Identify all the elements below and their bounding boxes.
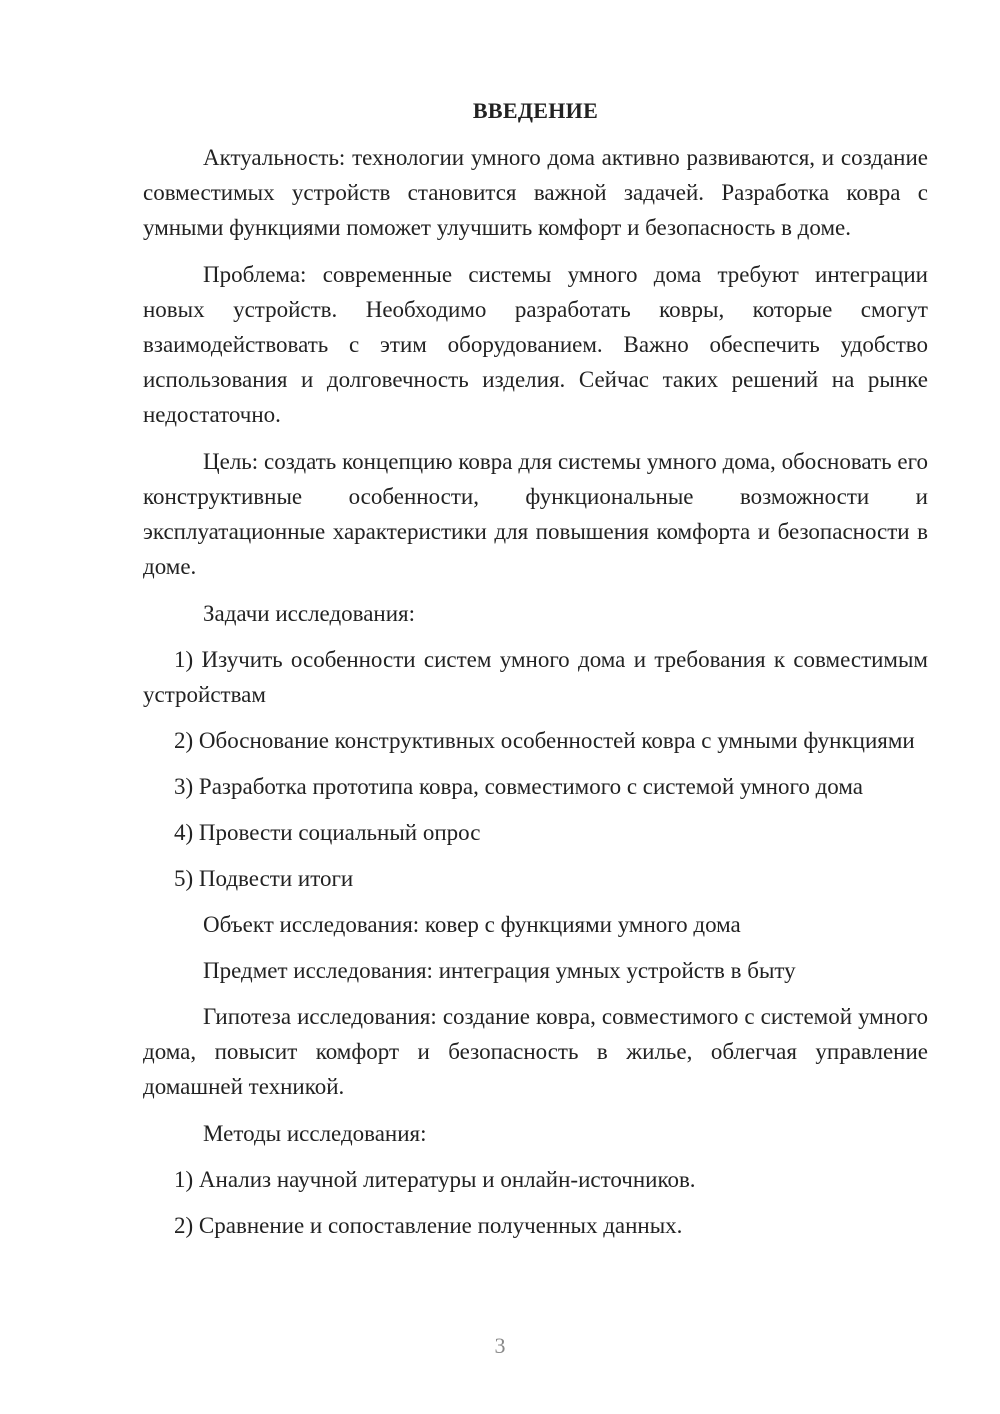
page-number: 3 — [494, 1333, 506, 1358]
task-item-1: 1) Изучить особенности систем умного дома и требования к совместимым устройствам — [143, 647, 928, 707]
method-item-2: 2) Сравнение и сопоставление полученных данных. — [174, 1213, 683, 1238]
paragraph-object: Объект исследования: ковер с функциями умного дома — [203, 912, 741, 937]
method-item-1: 1) Анализ научной литературы и онлайн-источников. — [174, 1167, 696, 1192]
task-item-2: 2) Обоснование конструктивных особенностей ковра с умными функциями — [174, 728, 915, 753]
paragraph-relevance: Актуальность: технологии умного дома активно развиваются, и создание совместимых устройств становится важной задачей. Разработка ковра с умными функциями поможет улучшить комфорт и безопасность в доме. — [143, 145, 928, 240]
task-item-4: 4) Провести социальный опрос — [174, 820, 481, 845]
paragraph-goal: Цель: создать концепцию ковра для системы умного дома, обосновать его конструктивные особенности, функциональные возможности и эксплуатационные характеристики для повышения комфорта и безопасности в доме. — [143, 449, 928, 579]
methods-heading: Методы исследования: — [203, 1121, 427, 1146]
paragraph-subject: Предмет исследования: интеграция умных устройств в быту — [203, 958, 796, 983]
task-item-5: 5) Подвести итоги — [174, 866, 354, 891]
paragraph-hypothesis: Гипотеза исследования: создание ковра, совместимого с системой умного дома, повысит комфорт и безопасность в жилье, облегчая управление домашней техникой. — [143, 1004, 928, 1099]
tasks-heading: Задачи исследования: — [203, 601, 416, 626]
section-title: ВВЕДЕНИЕ — [472, 98, 599, 123]
task-item-3: 3) Разработка прототипа ковра, совместимого с системой умного дома — [174, 774, 863, 799]
paragraph-problem: Проблема: современные системы умного дома требуют интеграции новых устройств. Необходимо разработать ковры, которые смогут взаимодействовать с этим оборудованием. Важно обеспечить удобство использования и долговечность изделия. Сейчас таких решений на рынке недостаточно. — [143, 262, 928, 427]
